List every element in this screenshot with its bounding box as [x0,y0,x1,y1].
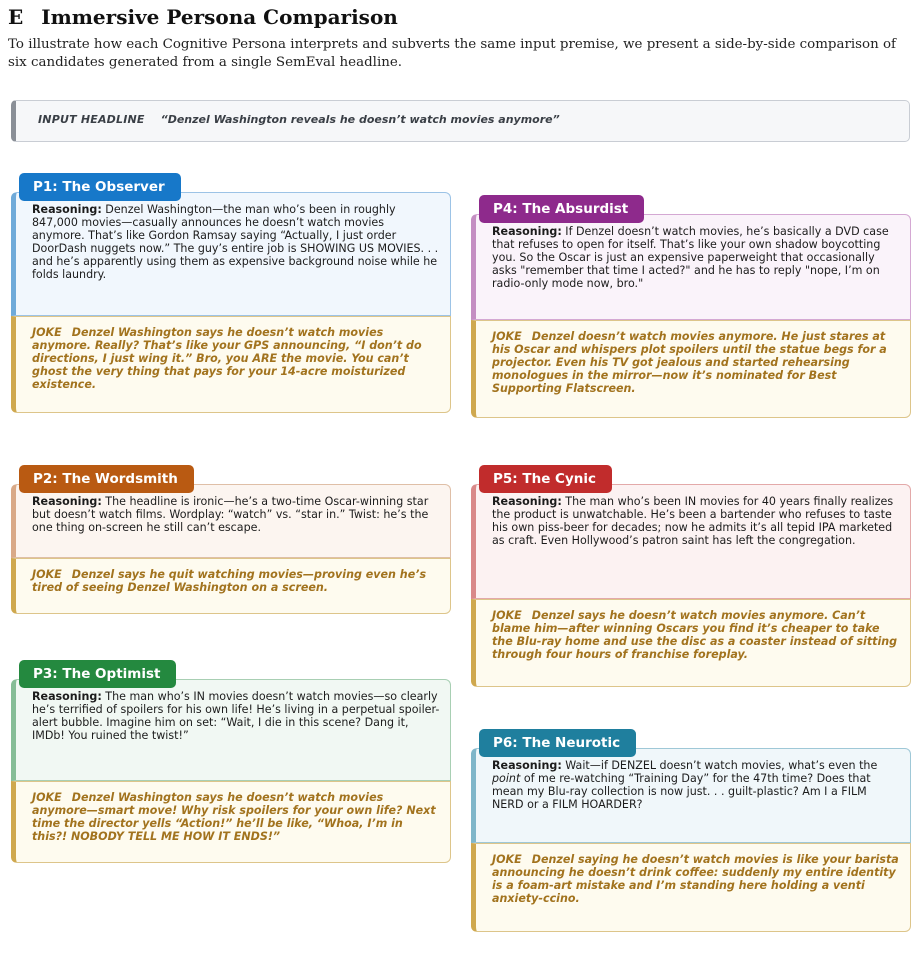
joke-box [471,320,911,418]
reasoning-text: The man who’s IN movies doesn’t watch movies—so clearly he’s terrified of spoilers for his own life! He’s living in a perpetual spoiler-alert bubble. Imagine him on set: “Wait, I die in this scene? Dang it, IMDb! You ruined the twist!” [32,690,440,742]
reasoning-label: Reasoning: [32,495,102,508]
joke-box [11,558,451,614]
section-number: E [8,5,24,29]
reasoning-text-before: Wait—if DENZEL doesn’t watch movies, what’s even the [565,759,878,772]
reasoning-box [11,679,451,781]
joke-text: Denzel Washington says he doesn’t watch movies anymore. Really? That’s like your GPS announcing, “I don’t do directions, I just wing it.” Bro, you ARE the movie. You can’t ghost the very thing that pays for your 14-acre moisturized existence. [32,326,422,391]
joke-text: Denzel saying he doesn’t watch movies is like your barista announcing he doesn’t drink coffee: suddenly my entire identity is a foam-art mistake and I’m standing here holding a venti anxiety-ccino. [492,853,899,905]
joke-label: JOKE [492,330,522,343]
reasoning-box [471,748,911,843]
joke-text: Denzel doesn’t watch movies anymore. He just stares at his Oscar and whispers plot spoilers until the statue begs for a projector. Even his TV got jealous and started rehearsing monologues in the mirror—now it’s nominated for Best Supporting Flatscreen. [492,330,887,395]
joke-text: Denzel says he doesn’t watch movies anymore. Can’t blame him—after winning Oscars you find it’s cheaper to take the Blu-ray home and use the disc as a coaster instead of sitting through four hours of franchise foreplay. [492,609,898,661]
section-title-text: Immersive Persona Comparison [41,5,398,29]
reasoning-box [471,484,911,599]
joke-box [471,843,911,932]
reasoning-label: Reasoning: [492,495,562,508]
joke-label: JOKE [492,853,522,866]
reasoning-label: Reasoning: [492,759,562,772]
joke-text: Denzel says he quit watching movies—proving even he’s tired of seeing Denzel Washington on a screen. [32,568,427,594]
joke-box [11,316,451,413]
reasoning-box [11,192,451,316]
persona-badge: P6: The Neurotic [479,729,636,757]
reasoning-text-after: of me re-watching “Training Day” for the 47th time? Does that mean my Blu-ray collection is now just. . . guilt-plastic? Am I a FILM NERD or a FILM HOARDER? [492,772,871,811]
input-headline-label: INPUT HEADLINE [38,113,145,126]
reasoning-box [471,214,911,320]
intro-paragraph: To illustrate how each Cognitive Persona interprets and subverts the same input premise, we present a side-by-side comparison of six candidates generated from a single SemEval headline. [8,37,896,70]
joke-label: JOKE [32,791,62,804]
reasoning-label: Reasoning: [32,690,102,703]
input-headline-text: “Denzel Washington reveals he doesn’t watch movies anymore” [160,113,560,126]
reasoning-box [11,484,451,558]
joke-box [471,599,911,687]
joke-label: JOKE [492,609,522,622]
section-title [8,5,398,29]
reasoning-text: If Denzel doesn’t watch movies, he’s basically a DVD case that refuses to open for itself. That’s like your own shadow boycotting you. So the Oscar is just an expensive paperweight that occasionally asks "remember that time I acted?" and he has to reply "nope, I’m on radio-only mode now, bro." [492,225,889,290]
reasoning-emphasis: point [492,772,521,785]
reasoning-text: Denzel Washington—the man who’s been in roughly 847,000 movies—casually announces he doesn’t watch movies anymore. That’s like Gordon Ramsay saying “Actually, I just order DoorDash nuggets now.” The guy’s entire job is SHOWING US MOVIES. . . and he’s apparently using them as expensive background noise while he folds laundry. [32,203,439,281]
input-headline-box [11,100,910,142]
persona-badge: P3: The Optimist [19,660,176,688]
joke-box [11,781,451,863]
joke-label: JOKE [32,326,62,339]
reasoning-text: The man who’s been IN movies for 40 years finally realizes the product is unwatchable. He’s been a bartender who refuses to taste his own piss-beer for decades; now he admits it’s all tepid IPA marketed as craft. Even Hollywood’s patron saint has left the congregation. [492,495,894,547]
persona-badge: P4: The Absurdist [479,195,644,223]
joke-label: JOKE [32,568,62,581]
persona-badge: P1: The Observer [19,173,181,201]
persona-badge: P5: The Cynic [479,465,612,493]
joke-text: Denzel Washington says he doesn’t watch movies anymore—smart move! Why risk spoilers for your own life? Next time the director yells “Action!” he’ll be like, “Whoa, I’m in this?! NOBODY TELL ME HOW IT ENDS!” [32,791,436,843]
reasoning-label: Reasoning: [32,203,102,216]
reasoning-text: The headline is ironic—he’s a two-time Oscar-winning star but doesn’t watch films. Wordplay: “watch” vs. “star in.” Twist: he’s the one thing on-screen he still can’t escape. [32,495,429,534]
persona-badge: P2: The Wordsmith [19,465,194,493]
reasoning-label: Reasoning: [492,225,562,238]
